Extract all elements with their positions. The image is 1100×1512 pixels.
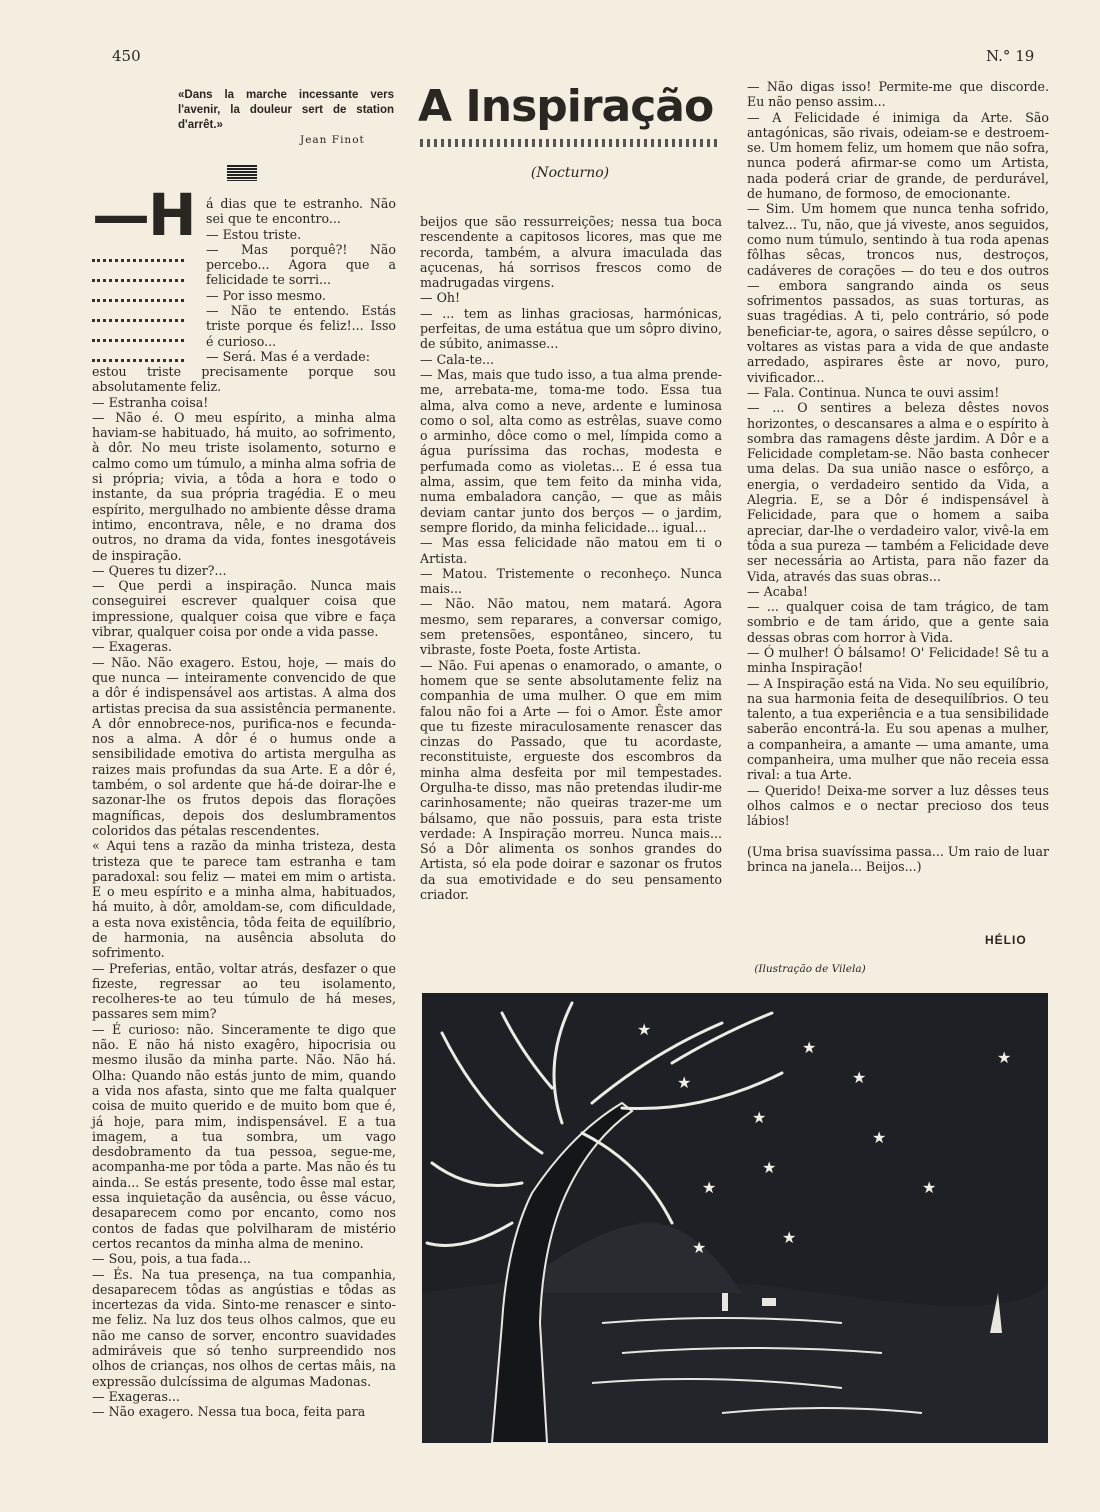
paragraph: — Queres tu dizer?... [92, 562, 227, 578]
paragraph [747, 829, 1049, 844]
paragraph: — Não digas isso! Permite-me que discorde. Eu não penso assim... [747, 79, 1049, 110]
paragraph: — Não. Não matou, nem matará. Agora mesmo, sem reparares, a conversar comigo, sem pretensões, espontâneo, sincero, tu vibraste, foste Poeta, foste Artista. [420, 596, 722, 658]
article-subtitle: (Nocturno) [530, 165, 610, 181]
paragraph: estou triste precisamente porque sou absolutamente feliz. [92, 364, 396, 395]
dotted-rules [92, 242, 184, 362]
column-left-narrow [206, 196, 396, 364]
epigraph: «Dans la marche incessante vers l'avenir, la douleur sert de station d'arrêt.» [178, 89, 394, 131]
paragraph: — Querido! Deixa-me sorver a luz dêsses teus olhos calmos e o nectar precioso dos teus lábios! [747, 782, 1049, 829]
title-rule [420, 139, 720, 147]
svg-text:★: ★ [637, 1020, 652, 1039]
paragraph: — Mas essa felicidade não matou em ti o Artista. [420, 535, 722, 566]
svg-text:★: ★ [692, 1238, 707, 1257]
paragraph: — Não exagero. Nessa tua boca, feita para [92, 1404, 366, 1420]
column-left [92, 364, 396, 1419]
paragraph: — Não é. O meu espírito, a minha alma haviam-se habituado, há muito, ao sofrimento, à dôr. No meu triste isolamento, soturno e calmo como um túmulo, a minha alma sofria de si própria; vivia, a tôda a hora e todo o instante, da sua própria tragédia. E o meu espírito, mergulhado no ambiente dêsse drama intimo, encontrava, nêle, e no drama dos outros, no drama da vida, fontes inesgotáveis de inspiração. [92, 409, 396, 563]
svg-text:★: ★ [782, 1228, 797, 1247]
paragraph: — ... qualquer coisa de tam trágico, de tam sombrio e de tam árido, que a gente saia dessas obras com horror à Vida. [747, 599, 1049, 645]
svg-text:★: ★ [677, 1073, 692, 1092]
paragraph: — Preferias, então, voltar atrás, desfazer o que fizeste, regressar ao teu isolamento, recolheres-te ao teu túmulo de há meses, passares sem mim? [92, 960, 396, 1022]
paragraph: — É curioso: não. Sinceramente te digo que não. E não há nisto exagêro, hipocrisia ou mesmo ilusão da minha parte. Não. Não há. Olha: Quando não estás junto de mim, quando a vida nos afasta, sinto que me falta qualquer coisa de muito querido e de muito bom que é, já hoje, para mim, indispensável. E a tua imagem, a tua sombra, um vago desdobramento da tua pessoa, segue-me, acompanha-me por tôda a parte. Mas não és tu ainda... Se estás presente, todo êsse mal estar, essa inquietação da ausência, ou êsse vácuo, desaparecem como por encanto, como nos contos de fadas que polvilharam de mistério certos recantos da minha alma de menino. [92, 1021, 396, 1251]
svg-text:★: ★ [997, 1048, 1012, 1067]
paragraph: (Uma brisa suavíssima passa... Um raio de luar brinca na janela... Beijos...) [747, 843, 1049, 875]
column-right [747, 79, 1049, 874]
svg-text:★: ★ [872, 1128, 887, 1147]
dropcap: —H [92, 181, 195, 249]
paragraph: — Não. Não exagero. Estou, hoje, — mais do que nunca — inteiramente convencido de que a dôr é indispensável aos artistas. A alma dos artistas precisa da sua assistência permanente. A dôr ennobrece-nos, purifica-nos e fecunda-nos a alma. A dôr é o humus onde a sensibilidade emotiva do artista mergulha as raizes mais profundas da sua Arte. E a dôr é, também, o sol ardente que há-de doirar-lhe e sazonar-lhe os frutos depois das florações magníficas, depois dos deslumbramentos coloridos das pétalas rescendentes. [92, 654, 396, 838]
paragraph: — Será. Mas é a verdade: [206, 348, 370, 364]
ornament [227, 165, 257, 181]
paragraph: — Exageras... [92, 1388, 180, 1404]
paragraph: — Exageras. [92, 639, 172, 655]
paragraph: — ... tem as linhas graciosas, harmónicas, perfeitas, de uma estátua que um sôpro divino, de súbito, animasse... [420, 305, 722, 352]
svg-text:★: ★ [802, 1038, 817, 1057]
paragraph: á dias que te estranho. Não sei que te encontro... [206, 196, 396, 227]
paragraph: — Estou triste. [206, 226, 302, 242]
paragraph: — Oh! [420, 290, 461, 306]
paragraph: — Cala-te... [420, 351, 495, 367]
column-middle [420, 214, 722, 902]
paragraph: — Não te entendo. Estás triste porque és feliz!... Isso é curioso... [206, 303, 396, 349]
paragraph: — Estranha coisa! [92, 394, 209, 410]
svg-text:★: ★ [852, 1068, 867, 1087]
paragraph: — Fala. Continua. Nunca te ouvi assim! [747, 384, 1000, 400]
article-title: A Inspiração [418, 81, 714, 132]
paragraph: « Aqui tens a razão da minha tristeza, desta tristeza que te parece tam estranha e tam paradoxal: sou feliz — matei em mim o artista. E o meu espírito e a minha alma, habituados, há muito, à dôr, amoldam-se, com dificuldade, a esta nova existência, tôda feita de equilíbrio, de harmonia, na ausência absoluta do sofrimento. [92, 838, 396, 961]
paragraph: — ... O sentires a beleza dêstes novos horizontes, o descansares a alma e o espírito à sombra das ramagens dêste jardim. A Dôr e a Felicidade completam-se. Não basta conhecer uma delas. Da sua união nasce o esfôrço, a energia, o verdadeiro sentido da Vida, a Alegria. E, se a Dôr é indispensável à Felicidade, para que o homem a saiba apreciar, dar-lhe o verdadeiro valor, vivê-la em tôda a sua pureza — também a Felicidade deve ser necessária ao Artista, para não fazer da Vida, através das suas obras... [747, 400, 1049, 584]
svg-text:★: ★ [922, 1178, 937, 1197]
paragraph: — Sou, pois, a tua fada... [92, 1251, 252, 1267]
paragraph: — És. Na tua presença, na tua companhia, desaparecem tôdas as angústias e tôdas as incertezas da vida. Sinto-me renascer e sinto-me feliz. Na luz dos teus olhos calmos, que eu não me canso de sorver, encontro suavidades admiráveis que só tenho surpreendido nos olhos de crianças, nos olhos de certas mâis, na expressão dulcíssima de algumas Madonas. [92, 1266, 396, 1389]
author-signature: HÉLIO [985, 933, 1027, 947]
paragraph: — Matou. Tristemente o reconheço. Nunca mais... [420, 565, 722, 597]
epigraph-author: Jean Finot [300, 134, 365, 146]
paragraph: — Por isso mesmo. [206, 287, 326, 303]
paragraph: — Que perdi a inspiração. Nunca mais conseguirei escrever qualquer coisa que impressione, qualquer coisa que vibre e faça vibrar, qualquer coisa por onde a vida passe. [92, 578, 396, 640]
paragraph: — Mas, mais que tudo isso, a tua alma prende-me, arrebata-me, toma-me todo. Essa tua alma, alva como a neve, ardente e luminosa como o sol, alta como as estrêlas, suave como o arminho, dôce como o mel, límpida como a água puríssima das rochas, modesta e perfumada como as violetas... E é essa tua alma, assim, que tem feito da minha vida, numa embaladora canção, — que as mâis deviam cantar junto dos berços — o jardim, sempre florido, da minha felicidade... igual... [420, 366, 722, 535]
paragraph: — Não. Fui apenas o enamorado, o amante, o homem que se sente absolutamente feliz na companhia de uma mulher. O que em mim falou não foi a Arte — foi o Amor. Êste amor que tu fizeste miraculosamente renascer das cinzas do Passado, que tu acordaste, reconstituiste, ergueste dos escombros da minha alma desfeita por mil tempestades. Orgulha-te disso, mas não pretendas iludir-me carinhosamente; não queiras trazer-me um bálsamo, que não possuis, para esta triste verdade: A Inspiração morreu. Nunca mais... Só a Dôr alimenta os sonhos grandes do Artista, só ela pode doirar e sazonar os frutos da sua emotividade e do seu pensamento criador. [420, 657, 722, 903]
illustration-credit: (Ilustração de Vilela) [754, 963, 866, 975]
svg-text:★: ★ [762, 1158, 777, 1177]
paragraph: — A Inspiração está na Vida. No seu equilíbrio, na sua harmonia feita de desequilíbrios. O teu talento, a tua experiência e a tua sensibilidade saberão encontrá-la. Eu sou apenas a mulher, a companheira, a amante — uma amante, uma companheira, uma mulher que não receia essa rival: a tua Arte. [747, 675, 1049, 783]
paragraph: — A Felicidade é inimiga da Arte. São antagónicas, são rivais, odeiam-se e destroem-se. Um homem feliz, um homem que não sofra, nunca poderá afirmar-se como um Artista, nada poderá criar de grande, de perdurável, de humano, de formoso, de emocionante. [747, 109, 1049, 202]
paragraph: — Sim. Um homem que nunca tenha sofrido, talvez... Tu, não, que já viveste, anos seguidos, como num túmulo, sentindo à tua roda apenas fôlhas sêcas, troncos nus, destroços, cadáveres de corações — do teu e dos outros — embora sangrando ainda os seus sofrimentos passados, as suas torturas, as suas tragédias. A ti, pelo contrário, só pode beneficiar-te, agora, o saires dêsse sepúlcro, o voltares as vistas para a vida de que andaste arredado, aspirares êste ar novo, puro, vivificador... [747, 201, 1049, 385]
page-number-left: 450 [112, 47, 141, 65]
night-tree-illustration [422, 993, 1048, 1443]
page-number-right: N.° 19 [986, 47, 1035, 65]
svg-text:★: ★ [752, 1108, 767, 1127]
svg-text:★: ★ [702, 1178, 717, 1197]
paragraph: — Ó mulher! Ó bálsamo! O' Felicidade! Sê tu a minha Inspiração! [747, 644, 1049, 676]
paragraph: beijos que são ressurreições; nessa tua boca rescendente a capitosos licores, mas que me recorda, também, a alvura imaculada das açucenas, há sorrisos frescos como de madrugadas virgens. [420, 214, 722, 291]
paragraph: — Acaba! [747, 583, 808, 599]
paragraph: — Mas porquê?! Não percebo... Agora que a felicidade te sorri... [206, 241, 396, 288]
